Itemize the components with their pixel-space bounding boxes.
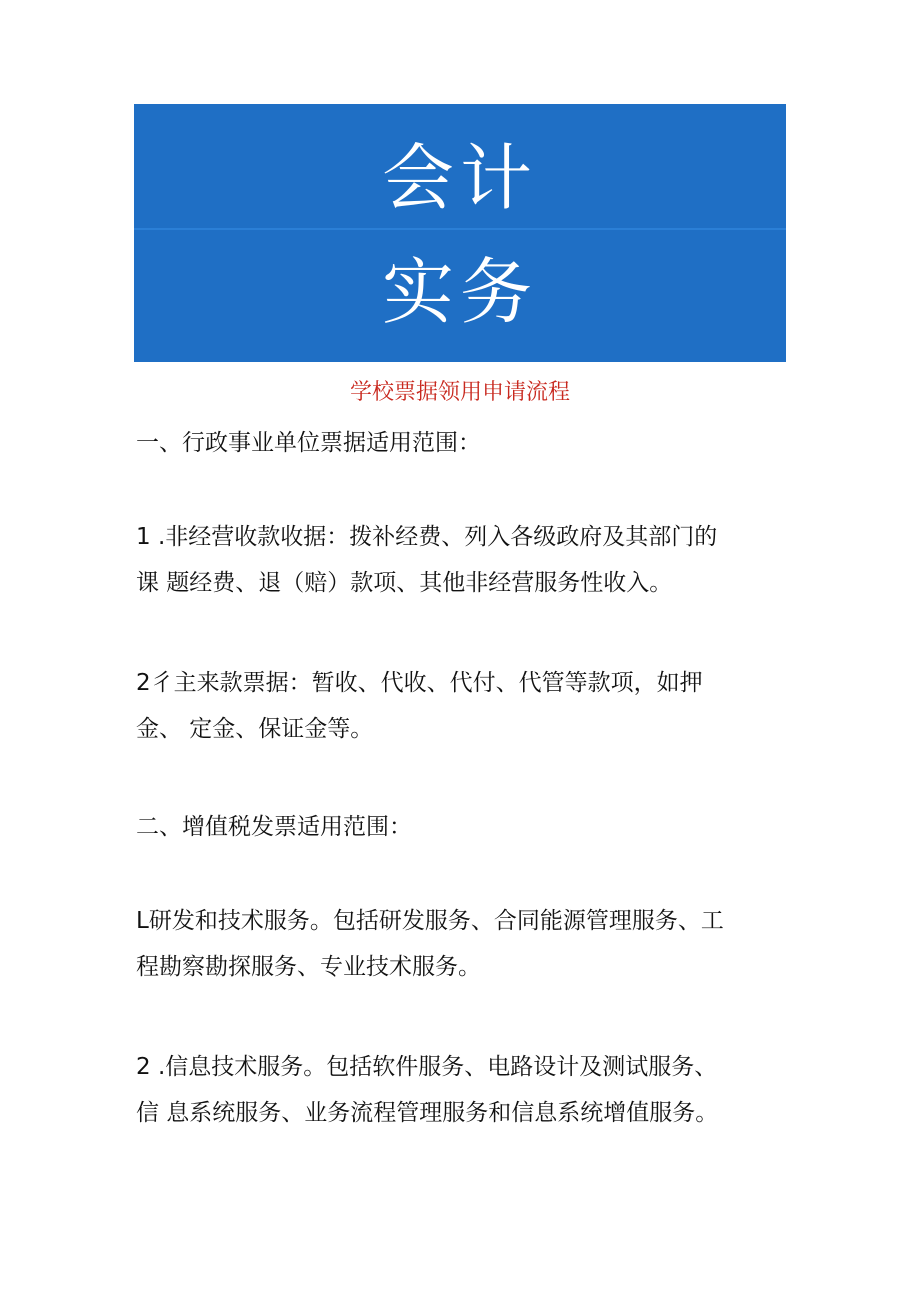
paragraph-line: 2 .信息技术服务。包括软件服务、电路设计及测试服务、 [136, 1054, 718, 1080]
section-heading-2-text: 二、增值税发票适用范围： [136, 814, 412, 840]
title-banner [134, 104, 786, 362]
paragraph-line: 金、 定金、保证金等。 [136, 716, 374, 742]
paragraph-line: 课 题经费、退（赔）款项、其他非经营服务性收入。 [136, 570, 673, 596]
paragraph-item-3 [136, 898, 786, 990]
paragraph-item-4 [136, 1044, 786, 1136]
section-heading-1-text: 一、行政事业单位票据适用范围： [136, 430, 481, 456]
paragraph-line: 信 息系统服务、业务流程管理服务和信息系统增值服务。 [136, 1100, 719, 1126]
section-heading-1 [136, 420, 786, 466]
section-heading-2 [136, 804, 786, 850]
paragraph-line: 1 .非经营收款收据：拨补经费、列入各级政府及其部门的 [136, 524, 718, 550]
banner-divider [134, 228, 786, 230]
paragraph-line: 程勘察勘探服务、专业技术服务。 [136, 954, 481, 980]
banner-title-line-2: 实务 [381, 250, 538, 334]
paragraph-item-1 [136, 514, 786, 606]
banner-title-line-1: 会计 [381, 136, 538, 220]
paragraph-line: L研发和技术服务。包括研发服务、合同能源管理服务、工 [136, 908, 724, 934]
paragraph-line: 2彳主来款票据：暂收、代收、代付、代管等款项，如押 [136, 670, 703, 696]
paragraph-item-2 [136, 660, 786, 752]
document-title: 学校票据领用申请流程 [349, 380, 570, 405]
